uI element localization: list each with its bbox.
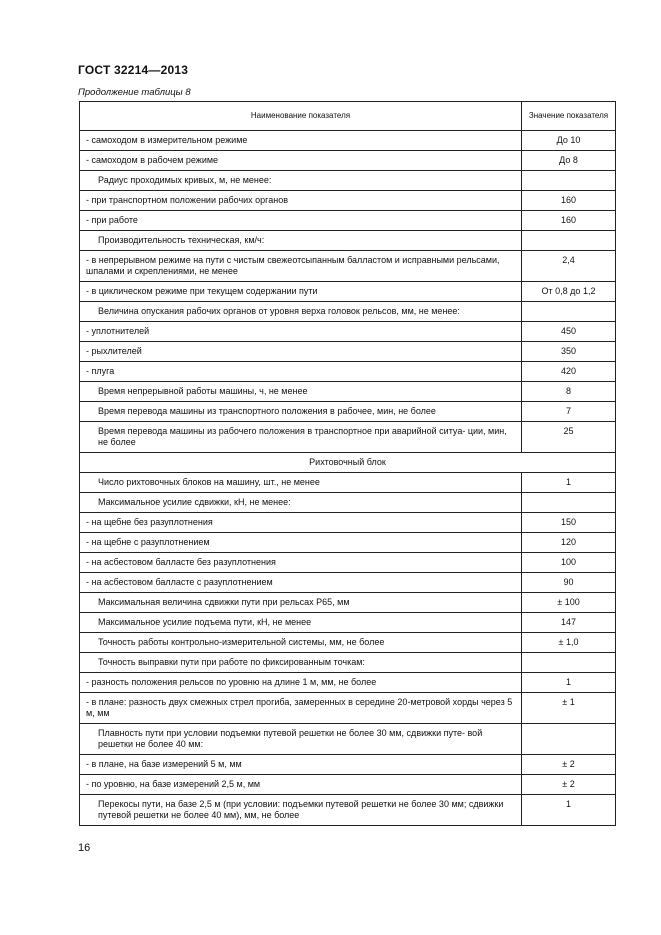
indicator-value: ± 2 — [522, 775, 616, 795]
indicator-value: ± 100 — [522, 593, 616, 613]
indicator-name: - по уровню, на базе измерений 2,5 м, мм — [80, 775, 522, 795]
table-row — [80, 191, 616, 211]
indicator-value: 450 — [522, 322, 616, 342]
table-row — [80, 553, 616, 573]
indicator-name: Максимальное усилие сдвижки, кН, не менее: — [80, 493, 522, 513]
table-row — [80, 171, 616, 191]
indicator-name: - рыхлителей — [80, 342, 522, 362]
indicator-name: - при работе — [80, 211, 522, 231]
indicator-name: Число рихтовочных блоков на машину, шт., не менее — [80, 473, 522, 493]
indicator-value: До 8 — [522, 151, 616, 171]
table-row — [80, 513, 616, 533]
indicator-name: Перекосы пути, на базе 2,5 м (при условии: подъемки путевой решетки не более 30 мм; сдвижки путевой решетки не более 40 мм), мм, не более — [80, 795, 522, 826]
table-row — [80, 653, 616, 673]
table-row — [80, 775, 616, 795]
table-row — [80, 633, 616, 653]
indicator-value: 150 — [522, 513, 616, 533]
table-row — [80, 795, 616, 826]
table-row — [80, 755, 616, 775]
table-row — [80, 402, 616, 422]
indicator-name: - на щебне с разуплотнением — [80, 533, 522, 553]
table-row — [80, 231, 616, 251]
table-row — [80, 473, 616, 493]
table-row — [80, 724, 616, 755]
indicator-value: ± 2 — [522, 755, 616, 775]
indicator-value — [522, 724, 616, 755]
table-row — [80, 422, 616, 453]
indicator-name: - в непрерывном режиме на пути с чистым свежеотсыпанным балластом и исправными рельсами, шпалами и скреплениями, не менее — [80, 251, 522, 282]
table-row — [80, 493, 616, 513]
indicator-value: 420 — [522, 362, 616, 382]
indicator-name: - на асбестовом балласте с разуплотнением — [80, 573, 522, 593]
table-header-row — [80, 102, 616, 131]
indicator-name: Время перевода машины из рабочего положения в транспортное при аварийной ситуа- ции, мин, не более — [80, 422, 522, 453]
table-row — [80, 693, 616, 724]
indicator-name: Максимальная величина сдвижки пути при рельсах Р65, мм — [80, 593, 522, 613]
indicator-value: 160 — [522, 191, 616, 211]
indicator-value: 160 — [522, 211, 616, 231]
indicator-value: 350 — [522, 342, 616, 362]
indicator-value: 1 — [522, 673, 616, 693]
indicator-name: - самоходом в рабочем режиме — [80, 151, 522, 171]
table-caption: Продолжение таблицы 8 — [78, 87, 191, 98]
table-row — [80, 131, 616, 151]
indicator-value: 25 — [522, 422, 616, 453]
page-number: 16 — [78, 842, 91, 854]
indicator-name: - в циклическом режиме при текущем содержании пути — [80, 282, 522, 302]
indicator-value: 1 — [522, 795, 616, 826]
indicator-value: 147 — [522, 613, 616, 633]
indicator-name: - в плане, на базе измерений 5 м, мм — [80, 755, 522, 775]
table-row — [80, 673, 616, 693]
table-row — [80, 211, 616, 231]
table-row — [80, 322, 616, 342]
indicator-name: - в плане: разность двух смежных стрел прогиба, замеренных в середине 20-метровой хорды через 5 м, мм — [80, 693, 522, 724]
indicator-name: Плавность пути при условии подъемки путевой решетки не более 30 мм, сдвижки путе- вой решетки не более 40 мм: — [80, 724, 522, 755]
indicator-value: 8 — [522, 382, 616, 402]
indicator-value: 1 — [522, 473, 616, 493]
indicator-value — [522, 171, 616, 191]
column-header-name: Наименование показателя — [80, 102, 522, 131]
indicator-name: - разность положения рельсов по уровню на длине 1 м, мм, не более — [80, 673, 522, 693]
table-row — [80, 251, 616, 282]
table-row — [80, 362, 616, 382]
indicator-name: Величина опускания рабочих органов от уровня верха головок рельсов, мм, не менее: — [80, 302, 522, 322]
specs-table — [79, 101, 616, 826]
indicator-name: - при транспортном положении рабочих органов — [80, 191, 522, 211]
indicator-name: - на щебне без разуплотнения — [80, 513, 522, 533]
section-title: Рихтовочный блок — [80, 453, 616, 473]
indicator-name: Время непрерывной работы машины, ч, не менее — [80, 382, 522, 402]
indicator-name: Производительность техническая, км/ч: — [80, 231, 522, 251]
indicator-name: Точность работы контрольно-измерительной системы, мм, не более — [80, 633, 522, 653]
indicator-value: 2,4 — [522, 251, 616, 282]
indicator-value: 120 — [522, 533, 616, 553]
indicator-value: 90 — [522, 573, 616, 593]
indicator-value: 7 — [522, 402, 616, 422]
table-row — [80, 382, 616, 402]
table-row — [80, 342, 616, 362]
table-row — [80, 573, 616, 593]
table-row — [80, 533, 616, 553]
table-row — [80, 151, 616, 171]
indicator-value: ± 1,0 — [522, 633, 616, 653]
indicator-value: До 10 — [522, 131, 616, 151]
table-row — [80, 282, 616, 302]
indicator-name: Радиус проходимых кривых, м, не менее: — [80, 171, 522, 191]
table-row — [80, 302, 616, 322]
indicator-name: - плуга — [80, 362, 522, 382]
column-header-value: Значение показателя — [522, 102, 616, 131]
table-section-row — [80, 453, 616, 473]
indicator-value — [522, 493, 616, 513]
indicator-name: - уплотнителей — [80, 322, 522, 342]
indicator-name: Точность выправки пути при работе по фиксированным точкам: — [80, 653, 522, 673]
indicator-name: - на асбестовом балласте без разуплотнения — [80, 553, 522, 573]
indicator-value — [522, 653, 616, 673]
indicator-value: ± 1 — [522, 693, 616, 724]
table-row — [80, 593, 616, 613]
document-code: ГОСТ 32214—2013 — [78, 63, 189, 77]
indicator-value: От 0,8 до 1,2 — [522, 282, 616, 302]
indicator-name: Максимальное усилие подъема пути, кН, не менее — [80, 613, 522, 633]
indicator-name: Время перевода машины из транспортного положения в рабочее, мин, не более — [80, 402, 522, 422]
indicator-value — [522, 231, 616, 251]
indicator-value — [522, 302, 616, 322]
table-row — [80, 613, 616, 633]
indicator-name: - самоходом в измерительном режиме — [80, 131, 522, 151]
indicator-value: 100 — [522, 553, 616, 573]
